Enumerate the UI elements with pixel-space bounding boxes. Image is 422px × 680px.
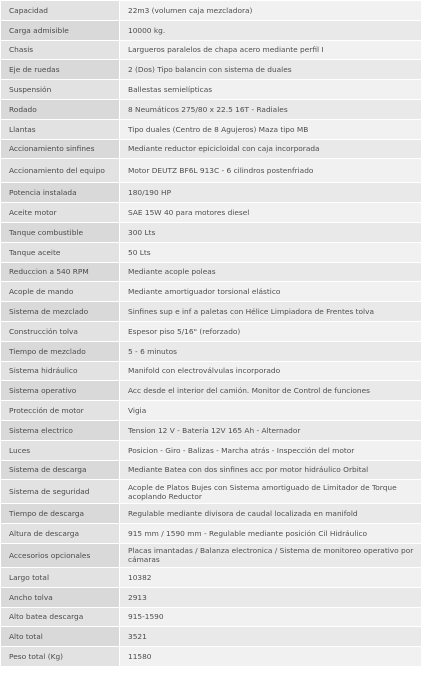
spec-label: Eje de ruedas <box>1 60 120 80</box>
spec-label: Suspensión <box>1 80 120 100</box>
spec-value: Acople de Platos Bujes con Sistema amortiguado de Limitador de Torque acoplando Reductor <box>120 480 422 504</box>
spec-value: 180/190 HP <box>120 183 422 203</box>
spec-value: 10382 <box>120 567 422 587</box>
spec-label: Carga admisible <box>1 20 120 40</box>
spec-row <box>1 460 422 480</box>
spec-label: Luces <box>1 440 120 460</box>
spec-label: Reduccion a 540 RPM <box>1 262 120 282</box>
spec-row <box>1 80 422 100</box>
spec-row <box>1 321 422 341</box>
spec-value: SAE 15W 40 para motores diesel <box>120 203 422 223</box>
spec-value: 11580 <box>120 647 422 667</box>
spec-row <box>1 119 422 139</box>
spec-row <box>1 361 422 381</box>
spec-value: Motor DEUTZ BF6L 913C - 6 cilindros postenfriado <box>120 159 422 183</box>
spec-row <box>1 504 422 524</box>
spec-value: Acc desde el interior del camión. Monitor de Control de funciones <box>120 381 422 401</box>
spec-row <box>1 222 422 242</box>
spec-label: Protección de motor <box>1 401 120 421</box>
spec-label: Alto total <box>1 627 120 647</box>
spec-value: 2 (Dos) Tipo balancin con sistema de duales <box>120 60 422 80</box>
spec-label: Altura de descarga <box>1 524 120 544</box>
spec-row <box>1 480 422 504</box>
spec-value: Mediante amortiguador torsional elástico <box>120 282 422 302</box>
spec-value: 915-1590 <box>120 607 422 627</box>
spec-label: Accionamiento sinfines <box>1 139 120 159</box>
spec-row <box>1 381 422 401</box>
spec-value: Ballestas semielípticas <box>120 80 422 100</box>
spec-label: Tiempo de descarga <box>1 504 120 524</box>
spec-label: Peso total (Kg) <box>1 647 120 667</box>
spec-label: Rodado <box>1 99 120 119</box>
spec-label: Acople de mando <box>1 282 120 302</box>
spec-row <box>1 242 422 262</box>
spec-label: Ancho tolva <box>1 587 120 607</box>
spec-label: Largo total <box>1 567 120 587</box>
spec-row <box>1 20 422 40</box>
spec-row <box>1 401 422 421</box>
spec-row <box>1 60 422 80</box>
spec-row <box>1 183 422 203</box>
spec-value: 915 mm / 1590 mm - Regulable mediante posición Cil Hidráulico <box>120 524 422 544</box>
spec-label: Sistema de mezclado <box>1 302 120 322</box>
spec-row <box>1 587 422 607</box>
spec-value: Sinfines sup e inf a paletas con Hélice Limpiadora de Frentes tolva <box>120 302 422 322</box>
spec-label: Llantas <box>1 119 120 139</box>
spec-value: 8 Neumáticos 275/80 x 22.5 16T - Radiales <box>120 99 422 119</box>
spec-label: Aceite motor <box>1 203 120 223</box>
spec-row <box>1 40 422 60</box>
spec-row <box>1 302 422 322</box>
spec-value: 5 - 6 minutos <box>120 341 422 361</box>
spec-value: 2913 <box>120 587 422 607</box>
spec-value: Largueros paralelos de chapa acero mediante perfil I <box>120 40 422 60</box>
spec-label: Tanque aceite <box>1 242 120 262</box>
spec-row <box>1 420 422 440</box>
spec-label: Potencia instalada <box>1 183 120 203</box>
spec-label: Tiempo de mezclado <box>1 341 120 361</box>
spec-row <box>1 341 422 361</box>
spec-label: Sistema de descarga <box>1 460 120 480</box>
spec-row <box>1 1 422 21</box>
spec-table-body <box>1 1 422 667</box>
spec-value: 3521 <box>120 627 422 647</box>
spec-row <box>1 262 422 282</box>
spec-row <box>1 440 422 460</box>
spec-row <box>1 203 422 223</box>
spec-value: Manifold con electroválvulas incorporado <box>120 361 422 381</box>
spec-row <box>1 159 422 183</box>
spec-label: Sistema de seguridad <box>1 480 120 504</box>
spec-row <box>1 99 422 119</box>
spec-row <box>1 647 422 667</box>
spec-row <box>1 543 422 567</box>
spec-value: Tension 12 V - Batería 12V 165 Ah - Alternador <box>120 420 422 440</box>
spec-label: Capacidad <box>1 1 120 21</box>
spec-value: Mediante Batea con dos sinfines acc por motor hidráulico Orbital <box>120 460 422 480</box>
spec-row <box>1 139 422 159</box>
spec-row <box>1 524 422 544</box>
spec-value: Regulable mediante divisora de caudal localizada en manifold <box>120 504 422 524</box>
spec-value: Espesor piso 5/16" (reforzado) <box>120 321 422 341</box>
spec-value: 10000 kg. <box>120 20 422 40</box>
spec-value: 300 Lts <box>120 222 422 242</box>
spec-label: Construcción tolva <box>1 321 120 341</box>
spec-value: Placas imantadas / Balanza electronica / Sistema de monitoreo operativo por cámaras <box>120 543 422 567</box>
spec-label: Accionamiento del equipo <box>1 159 120 183</box>
spec-value: Mediante acople poleas <box>120 262 422 282</box>
spec-label: Sistema hidráulico <box>1 361 120 381</box>
spec-row <box>1 282 422 302</box>
spec-value: Mediante reductor epicicloidal con caja incorporada <box>120 139 422 159</box>
spec-label: Tanque combustible <box>1 222 120 242</box>
spec-label: Sistema operativo <box>1 381 120 401</box>
spec-row <box>1 567 422 587</box>
spec-value: 22m3 (volumen caja mezcladora) <box>120 1 422 21</box>
spec-row <box>1 627 422 647</box>
spec-label: Accesorios opcionales <box>1 543 120 567</box>
spec-value: 50 Lts <box>120 242 422 262</box>
spec-row <box>1 607 422 627</box>
spec-value: Vigia <box>120 401 422 421</box>
spec-label: Chasis <box>1 40 120 60</box>
spec-value: Posicion - Giro - Balizas - Marcha atrás - Inspección del motor <box>120 440 422 460</box>
spec-label: Alto batea descarga <box>1 607 120 627</box>
spec-label: Sistema electrico <box>1 420 120 440</box>
spec-value: Tipo duales (Centro de 8 Agujeros) Maza tipo MB <box>120 119 422 139</box>
